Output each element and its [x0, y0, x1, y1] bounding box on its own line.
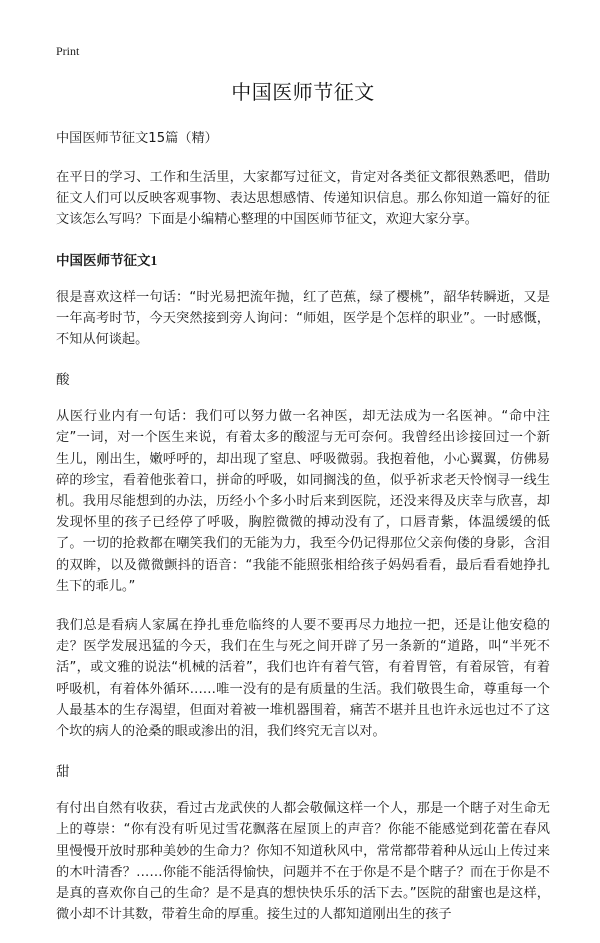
subheading-tian: 甜 — [56, 764, 70, 781]
suan-paragraph-1: 从医行业内有一句话：我们可以努力做一名神医，却无法成为一名医神。“命中注定”一词，对一个医生来说，有着太多的酸涩与无可奈何。我曾经出诊接回过一个新生儿，刚出生，嫩呼呼的，却出现了窒息、呼吸微弱。我抱着他，小心翼翼，仿佛易碎的珍宝，看着他张着口，拼命的呼吸，如同搁浅的鱼，似乎祈求老天怜悯寻一线生机。我用尽能想到的办法，历经小个多小时后来到医院，还没来得及庆幸与欣喜，却发现怀里的孩子已经停了呼吸，胸腔微微的搏动没有了，口唇青紫，体温缓缓的低了。一切的抢救都在嘲笑我们的无能为力，我至今仍记得那位父亲佝偻的身影，含泪的双眸，以及微微颤抖的语音：“我能不能照张相给孩子妈妈看看，最后看看她挣扎生下的乖儿。” — [56, 409, 550, 594]
intro-paragraph: 在平日的学习、工作和生活里，大家都写过征文，肯定对各类征文都很熟悉吧，借助征文人们可以反映客观事物、表达思想感情、传递知识信息。那么你知道一篇好的征文该怎么写吗？下面是小编精心整理的中国医师节征文，欢迎大家分享。 — [56, 170, 550, 228]
tian-paragraph: 有付出自然有收获，看过古龙武侠的人都会敬佩这样一个人，那是一个瞎子对生命无上的尊崇：“你有没有听见过雪花飘落在屋顶上的声音？你能不能感觉到花蕾在春风里慢慢开放时那种美妙的生命力？你知不知道秋风中，常常都带着种从远山上传过来的木叶清香？……你能不能活得愉快，问题并不在于你是不是个瞎子？而在于你是不是真的喜欢你自己的生命？是不是真的想快快乐乐的活下去。”医院的甜蜜也是这样，微小却不计其数，带着生命的厚重。接生过的人都知道刚出生的孩子 — [56, 801, 550, 923]
document-title: 中国医师节征文 — [231, 80, 375, 104]
subheading-suan: 酸 — [56, 372, 70, 389]
document-body — [56, 76, 550, 943]
print-label: Print — [56, 44, 80, 58]
section-heading: 中国医师节征文1 — [56, 252, 158, 268]
suan-paragraph-2: 我们总是看病人家属在挣扎垂危临终的人要不要再尽力地拉一把，还是让他安稳的走？医学发展迅猛的今天，我们在生与死之间开辟了另一条新的“道路，叫“半死不活”，或文雅的说法“机械的活着”，我们也许有着气管，有着胃管，有着尿管，有着呼吸机，有着体外循环……唯一没有的是有质量的生活。我们敬畏生命，尊重每一个人最基本的生存渴望，但面对着被一堆机器围着，痛苦不堪并且也许永远也过不了这个坎的病人的沧桑的眼或渗出的泪，我们终究无言以对。 — [56, 618, 550, 740]
section1-paragraph: 很是喜欢这样一句话：“时光易把流年抛，红了芭蕉，绿了樱桃”，韶华转瞬逝，又是一年高考时节，今天突然接到旁人询问：“师姐，医学是个怎样的职业”。一时感慨，不知从何谈起。 — [56, 289, 550, 348]
document-subtitle: 中国医师节征文15篇（精） — [56, 131, 218, 146]
